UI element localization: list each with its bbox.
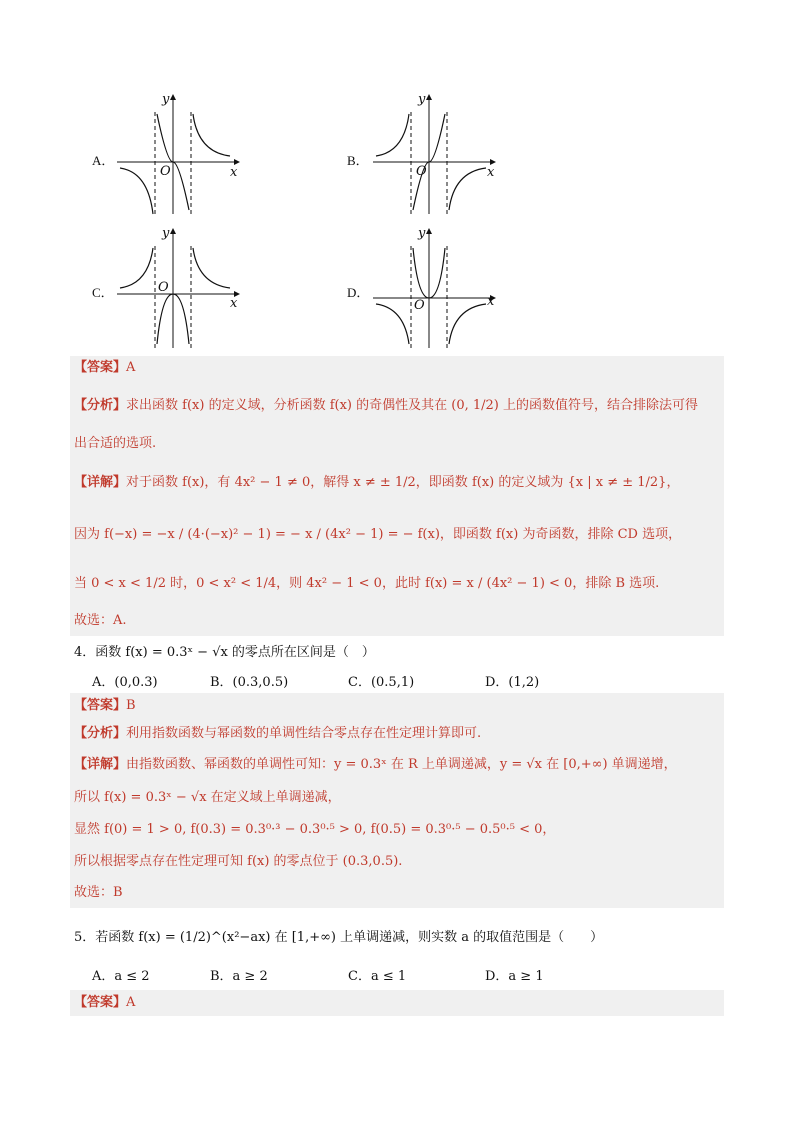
q4-analysis: 【分析】利用指数函数与幂函数的单调性结合零点存在性定理计算即可. [74,726,482,741]
q4-choice-c[interactable]: C．(0.5,1) [348,675,415,690]
q5-answer: 【答案】A [74,995,136,1010]
option-c-label: C． [92,285,114,300]
q4-choice-a[interactable]: A．(0,0.3) [92,675,158,690]
q4-final: 故选：B [74,885,123,900]
q4-detail-2: 所以 f(x) = 0.3ˣ − √x 在定义域上单调递减， [74,790,341,805]
q4-choice-b[interactable]: B．(0.3,0.5) [210,675,289,690]
option-a-label: A． [92,153,115,168]
graph-b-x-label: x [487,165,495,180]
q4-answer: 【答案】B [74,698,136,713]
q4-detail-4: 所以根据零点存在性定理可知 f(x) 的零点位于 (0.3,0.5). [74,854,403,869]
graph-b-y-label: y [418,92,426,107]
q4-stem: 4．函数 f(x) = 0.3ˣ − √x 的零点所在区间是（ ） [74,645,375,660]
graph-d-x-label: x [487,294,495,309]
q5-choice-d[interactable]: D．a ≥ 1 [485,969,544,984]
graph-a-y-label: y [162,92,170,107]
q3-answer: 【答案】A [74,360,136,375]
graph-a-origin: O [160,164,171,179]
q5-choice-c[interactable]: C．a ≤ 1 [348,969,407,984]
graph-c-y-label: y [162,226,170,241]
graph-a-plot [112,92,242,218]
q3-detail-1: 【详解】对于函数 f(x)，有 4x² − 1 ≠ 0，解得 x ≠ ± 1/2，即函数 f(x) 的定义域为 {x | x ≠ ± 1/2}， [74,475,680,490]
graph-c-plot [112,226,242,352]
graph-d-plot [368,226,498,352]
q5-choice-a[interactable]: A．a ≤ 2 [92,969,150,984]
q3-analysis-1: 【分析】求出函数 f(x) 的定义域，分析函数 f(x) 的奇偶性及其在 (0, 1/2) 上的函数值符号，结合排除法可得 [74,398,698,413]
q3-analysis-2: 出合适的选项. [74,436,157,451]
graph-c-x-label: x [230,296,238,311]
graph-d-y-label: y [418,226,426,241]
q4-choice-d[interactable]: D．(1,2) [485,675,540,690]
option-b-label: B． [347,153,369,168]
q3-detail-3: 当 0 < x < 1/2 时，0 < x² < 1/4，则 4x² − 1 < 0，此时 f(x) = x / (4x² − 1) < 0，排除 B 选项. [74,576,660,591]
option-d-label: D． [347,285,370,300]
graph-c-origin: O [158,280,169,295]
q3-final: 故选：A. [74,613,127,628]
q4-detail-3: 显然 f(0) = 1 > 0, f(0.3) = 0.3⁰·³ − 0.3⁰·⁵ > 0, f(0.5) = 0.3⁰·⁵ − 0.5⁰·⁵ < 0， [74,822,556,837]
q4-detail-1: 【详解】由指数函数、幂函数的单调性可知：y = 0.3ˣ 在 R 上单调递减，y = √x 在 [0,+∞) 单调递增， [74,757,677,772]
q5-stem: 5．若函数 f(x) = (1/2)^(x²−ax) 在 [1,+∞) 上单调递减，则实数 a 的取值范围是（ ） [74,930,604,945]
q3-detail-2: 因为 f(−x) = −x / (4·(−x)² − 1) = − x / (4x² − 1) = − f(x)，即函数 f(x) 为奇函数，排除 CD 选项， [74,527,682,542]
graph-a-x-label: x [230,165,238,180]
graph-b-plot [368,92,498,218]
q5-choice-b[interactable]: B．a ≥ 2 [210,969,268,984]
q5-solution-block [70,990,724,1016]
graph-b-origin: O [416,164,427,179]
graph-d-origin: O [414,298,425,313]
